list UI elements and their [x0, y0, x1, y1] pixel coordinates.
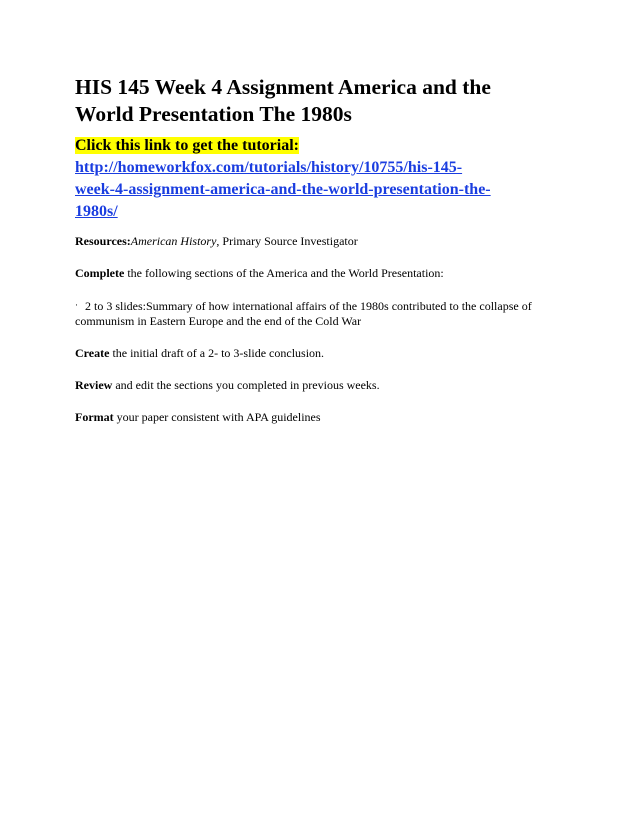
create-text: the initial draft of a 2- to 3-slide conclusion.: [109, 346, 325, 360]
format-paragraph: [75, 410, 575, 425]
document-title: [75, 74, 575, 128]
format-text: your paper consistent with APA guidelines: [113, 410, 321, 424]
complete-paragraph: [75, 266, 575, 281]
tutorial-link-block: [75, 135, 575, 223]
tutorial-url-line-1[interactable]: http://homeworkfox.com/tutorials/history/10755/his-145-: [75, 159, 463, 176]
tutorial-label: Click this link to get the tutorial:: [75, 137, 299, 154]
bullet-text-line-2: communism in Eastern Europe and the end of the Cold War: [75, 314, 362, 328]
complete-text: the following sections of the America and the World Presentation:: [124, 266, 444, 280]
tutorial-link[interactable]: [75, 159, 491, 220]
review-paragraph: [75, 378, 575, 393]
bullet-icon: ·: [75, 300, 78, 310]
bullet-paragraph: [75, 298, 575, 329]
resources-paragraph: [75, 234, 575, 249]
resources-label: Resources:: [75, 234, 131, 248]
complete-label: Complete: [75, 266, 125, 280]
tutorial-url-line-2[interactable]: week-4-assignment-america-and-the-world-presentation-the-: [75, 181, 491, 198]
create-label: Create: [75, 346, 110, 360]
format-label: Format: [75, 410, 114, 424]
resources-text: , Primary Source Investigator: [216, 234, 358, 248]
resources-italic: American History: [130, 234, 217, 248]
document-page: [75, 74, 575, 425]
review-text: and edit the sections you completed in previous weeks.: [112, 378, 380, 392]
title-line-1: HIS 145 Week 4 Assignment America and the: [75, 75, 491, 99]
title-line-2: World Presentation The 1980s: [75, 102, 352, 126]
create-paragraph: [75, 346, 575, 361]
bullet-text-line-1: 2 to 3 slides:Summary of how international affairs of the 1980s contributed to the collapse of: [85, 299, 532, 313]
tutorial-url-line-3[interactable]: 1980s/: [75, 203, 118, 220]
review-label: Review: [75, 378, 113, 392]
